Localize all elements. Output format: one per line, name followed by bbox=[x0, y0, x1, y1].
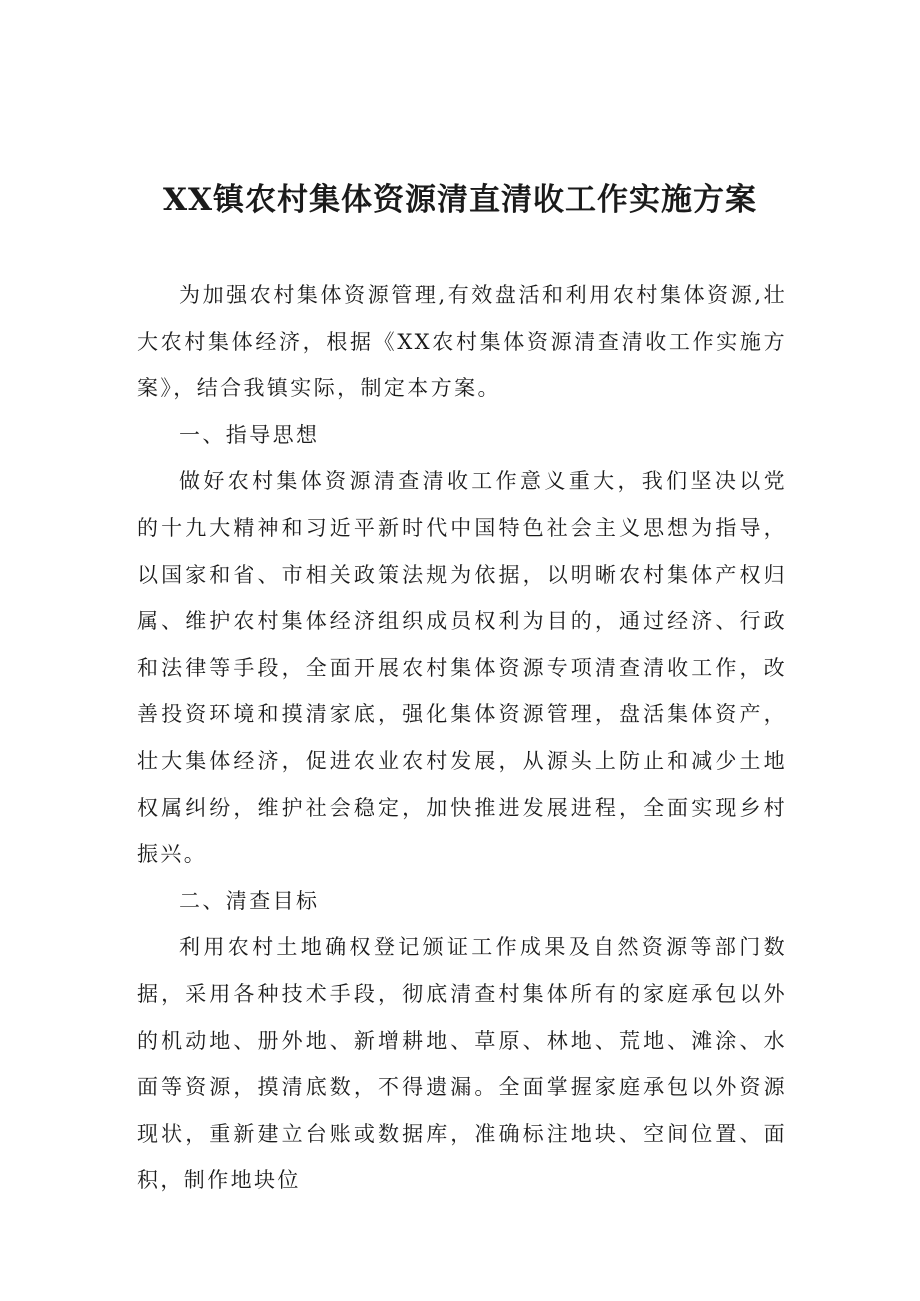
document-title: XX镇农村集体资源清直清收工作实施方案 bbox=[162, 182, 758, 218]
section-heading-guiding-ideology: 一、指导思想 bbox=[179, 422, 320, 447]
section-heading-inventory-goals: 二、清查目标 bbox=[179, 888, 320, 913]
paragraph-intro: 为加强农村集体资源管理,有效盘活和利用农村集体资源,壮大农村集体经济，根据《XX农村集体资源清查清收工作实施方案》，结合我镇实际，制定本方案。 bbox=[137, 283, 787, 401]
paragraph-inventory-goals: 利用农村土地确权登记颁证工作成果及自然资源等部门数据，采用各种技术手段，彻底清查村集体所有的家庭承包以外的机动地、册外地、新增耕地、草原、林地、荒地、滩涂、水面等资源，摸清底数，不得遗漏。全面掌握家庭承包以外资源现状，重新建立台账或数据库，准确标注地块、空间位置、面积，制作地块位 bbox=[137, 935, 787, 1193]
document-body bbox=[137, 272, 787, 1204]
paragraph-guiding-ideology: 做好农村集体资源清查清收工作意义重大，我们坚决以党的十九大精神和习近平新时代中国特色社会主义思想为指导，以国家和省、市相关政策法规为依据，以明晰农村集体产权归属、维护农村集体经济组织成员权利为目的，通过经济、行政和法律等手段，全面开展农村集体资源专项清查清收工作，改善投资环境和摸清家底，强化集体资源管理，盘活集体资产，壮大集体经济，促进农业农村发展，从源头上防止和减少土地权属纠纷，维护社会稳定，加快推进发展进程，全面实现乡村振兴。 bbox=[137, 469, 787, 867]
